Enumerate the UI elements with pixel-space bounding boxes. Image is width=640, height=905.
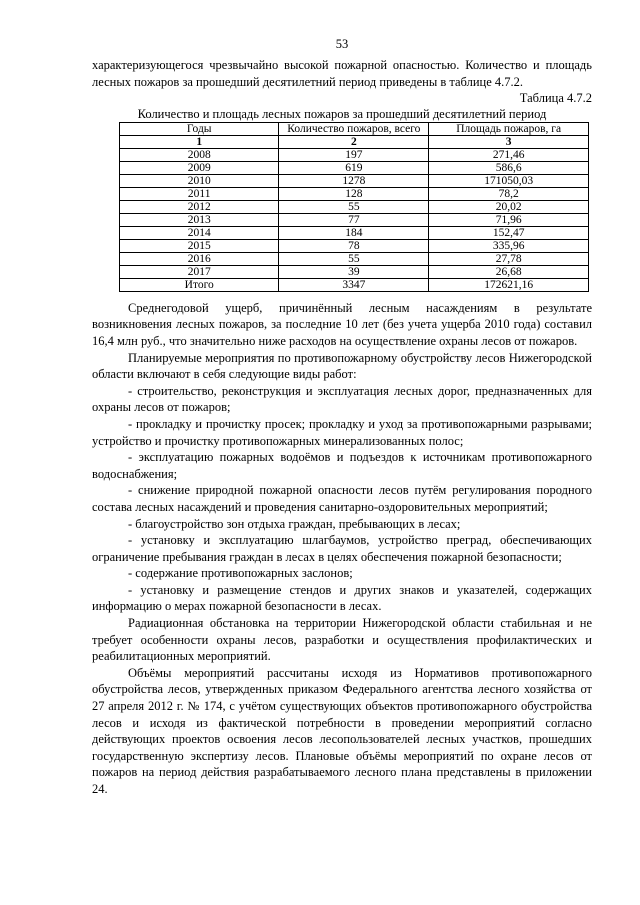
table-row	[120, 265, 589, 278]
table-cell: 128	[279, 187, 429, 200]
table-cell: 39	[279, 265, 429, 278]
table-total-row	[120, 278, 589, 291]
table-cell: 55	[279, 200, 429, 213]
table-cell: 586,6	[429, 161, 589, 174]
table-cell: 184	[279, 226, 429, 239]
table-cell: 26,68	[429, 265, 589, 278]
table-row	[120, 161, 589, 174]
document-page	[92, 0, 592, 798]
table-cell: 619	[279, 161, 429, 174]
table-cell: 152,47	[429, 226, 589, 239]
column-number-row	[120, 135, 589, 148]
table-cell: 27,78	[429, 252, 589, 265]
measure-list-item: - прокладку и прочистку просек; прокладку и уход за противопожарными разрывами; устройство и прочистку противопожарных минерализованных полос;	[92, 416, 592, 448]
column-number: 3	[429, 135, 589, 148]
intro-paragraph: характеризующегося чрезвычайно высокой пожарной опасностью. Количество и площадь лесных пожаров за прошедший десятилетний период приведены в таблице 4.7.2.	[92, 58, 592, 89]
table-cell: 2008	[120, 148, 279, 161]
table-row	[120, 174, 589, 187]
measure-list-item: - содержание противопожарных заслонов;	[128, 566, 353, 581]
table-cell: 3347	[279, 278, 429, 291]
header-years: Годы	[120, 122, 279, 135]
table-cell: 335,96	[429, 239, 589, 252]
table-cell: 71,96	[429, 213, 589, 226]
measure-list-item: - снижение природной пожарной опасности лесов путём регулирования породного состава лесных насаждений и проведения санитарно-оздоровительных мероприятий;	[92, 483, 592, 514]
measure-list-item: - эксплуатацию пожарных водоёмов и подъездов к источникам противопожарного водоснабжения;	[92, 450, 592, 481]
table-cell: 171050,03	[429, 174, 589, 187]
column-number: 2	[279, 135, 429, 148]
measure-list-item: - благоустройство зон отдыха граждан, пребывающих в лесах;	[128, 516, 461, 531]
measure-list-item: - строительство, реконструкция и эксплуатация лесных дорог, предназначенных для охраны лесов от пожаров;	[92, 383, 592, 415]
measure-list-item: - установку и размещение стендов и других знаков и указателей, содержащих информацию о мерах пожарной безопасности в лесах.	[92, 582, 592, 614]
page-number: 53	[335, 37, 349, 51]
table-row	[120, 226, 589, 239]
table-cell: 2009	[120, 161, 279, 174]
fires-table	[119, 122, 589, 292]
table-row	[120, 239, 589, 252]
table-cell: 77	[279, 213, 429, 226]
table-cell: 2013	[120, 213, 279, 226]
table-row	[120, 200, 589, 213]
table-cell: 2010	[120, 174, 279, 187]
measure-list-item: - установку и эксплуатацию шлагбаумов, устройство преград, обеспечивающих ограничение пребывания граждан в лесах в целях обеспечения пожарной безопасности;	[92, 533, 592, 564]
table-row	[120, 187, 589, 200]
table-row	[120, 148, 589, 161]
table-cell: 55	[279, 252, 429, 265]
table-header-row	[120, 122, 589, 135]
table-cell: 197	[279, 148, 429, 161]
table-label: Таблица 4.7.2	[519, 91, 592, 106]
volumes-paragraph: Объёмы мероприятий рассчитаны исходя из Нормативов противопожарного обустройства лесов, утвержденных приказом Федерального агентства лесного хозяйства от 27 апреля 2012 г. № 174, с учётом существующих объектов противопожарного обустройства лесов и исходя из фактической потребности в проведении мероприятий согласно действующих проектов освоения лесов лесопользователей лесных участков, прошедших государственную экспертизу лесов. Плановые объёмы мероприятий по охране лесов от пожаров на период действия разрабатываемого лесного плана представлены в приложении 24.	[92, 665, 592, 796]
table-cell: 2015	[120, 239, 279, 252]
measures-intro-paragraph: Планируемые мероприятия по противопожарному обустройству лесов Нижегородской области включают в себя следующие виды работ:	[92, 350, 592, 382]
header-fire-count: Количество пожаров, всего	[279, 122, 429, 135]
table-cell: 271,46	[429, 148, 589, 161]
table-row	[120, 213, 589, 226]
column-number: 1	[120, 135, 279, 148]
radiation-paragraph: Радиационная обстановка на территории Нижегородской области стабильная и не требует особенности охраны лесов, разработки и осуществления профилактических и реабилитационных мероприятий.	[92, 616, 592, 664]
table-cell: 172621,16	[429, 278, 589, 291]
table-cell: 20,02	[429, 200, 589, 213]
table-cell: 2011	[120, 187, 279, 200]
table-caption: Количество и площадь лесных пожаров за прошедший десятилетний период	[137, 106, 547, 121]
table-cell: 78	[279, 239, 429, 252]
table-cell: 2014	[120, 226, 279, 239]
table-cell: 2017	[120, 265, 279, 278]
table-cell: 78,2	[429, 187, 589, 200]
damage-paragraph: Среднегодовой ущерб, причинённый лесным насаждениям в результате возникновения лесных пожаров, за последние 10 лет (без учета ущерба 2010 года) составил 16,4 млн руб., что значительно ниже расходов на осуществление охраны лесов от пожаров.	[92, 300, 592, 348]
table-cell: Итого	[120, 278, 279, 291]
table-cell: 2012	[120, 200, 279, 213]
table-cell: 1278	[279, 174, 429, 187]
header-fire-area: Площадь пожаров, га	[429, 122, 589, 135]
table-row	[120, 252, 589, 265]
table-cell: 2016	[120, 252, 279, 265]
